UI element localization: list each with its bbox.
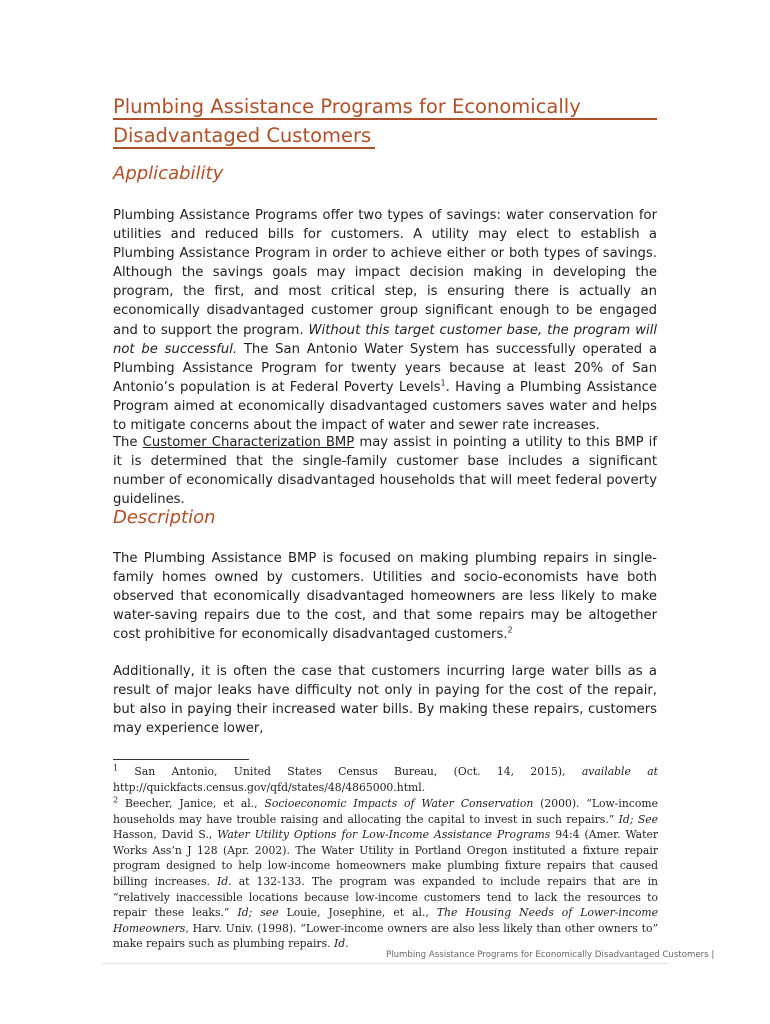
applicability-paragraph-1: Plumbing Assistance Programs offer two types of savings: water conservation for utilities and reduced bills for customers. A utility may elect to establish a Plumbing Assistance Program in order to achieve either or both types of savings. Although the savings goals may impact decision making in developing the program, the first, and most critical step, is ensuring there is actually an economically disadvantaged customer group significant enough to be engaged and to support the program. Without this target customer base, the program will not be successful. The San Antonio Water System has successfully operated a Plumbing Assistance Program for twenty years because at least 20% of San Antonio’s population is at Federal Poverty Levels$^1$. Having a Plumbing Assistance Program aimed at economically disadvantaged customers saves water and helps to mitigate concerns about the impact of water and sewer rate increases. xyxy=(113,208,658,434)
footnote-ref-2[interactable]: 2 xyxy=(507,625,513,635)
footer-divider xyxy=(102,963,668,964)
description-paragraph-1: The Plumbing Assistance BMP is focused on making plumbing repairs in single-family homes owned by customers. Utilities and socio-economists have both observed that economically disadvantaged homeowners are less likely to make water-saving repairs due to the cost, and that some repairs may be altogether cost prohibitive for economically disadvantaged customers.$^2$ xyxy=(113,551,657,643)
footnote-separator xyxy=(113,759,249,760)
page-footer: Plumbing Assistance Programs for Economically Disadvantaged Customers | xyxy=(386,950,715,960)
description-heading: Description xyxy=(113,507,216,528)
footnote-1: $^1$ San Antonio, United States Census Bureau, (Oct. 14, 2015), available at http://quickfacts.census.gov/qfd/states/48/4865000.html. xyxy=(113,763,658,794)
page-title-line-2: Disadvantaged Customers xyxy=(113,124,372,147)
title-underline-2 xyxy=(113,147,375,149)
title-underline-1 xyxy=(113,118,657,120)
description-paragraph-2: Additionally, it is often the case that customers incurring large water bills as a result of major leaks have difficulty not only in paying for the cost of the repair, but also in paying their increased water bills. By making these repairs, customers may experience lower, xyxy=(113,664,657,737)
footnote-ref-1[interactable]: 1 xyxy=(440,378,446,388)
footnote-2: $^2$ Beecher, Janice, et al., Socioeconomic Impacts of Water Conservation (2000). “Low-income households may have trouble raising and allocating the capital to invest in such repairs.” Id; See Hasson, David S., Water Utility Options for Low-Income Assistance Programs 94:4 (Amer. Water Works Ass’n J 128 (Apr. 2002). The Water Utility in Portland Oregon instituted a fixture repair program designed to help low-income homeowners make plumbing fixture repairs that caused billing increases. Id. at 132-133. The program was expanded to include repairs that are in “relatively inaccessible locations because low-income customers tend to lack the resources to repair these leaks.” Id; see Louie, Josephine, et al., The Housing Needs of Lower-income Homeowners, Harv. Univ. (1998). “Lower-income owners are also less likely than other owners to” make repairs such as plumbing repairs. Id. xyxy=(113,795,659,951)
applicability-paragraph-2: The Customer Characterization BMP may assist in pointing a utility to this BMP if it is determined that the single-family customer base includes a significant number of economically disadvantaged households that will meet federal poverty guidelines. xyxy=(113,435,657,508)
customer-characterization-bmp-link[interactable]: Customer Characterization BMP xyxy=(142,435,355,450)
applicability-heading: Applicability xyxy=(113,163,224,184)
page-title xyxy=(113,92,663,150)
page-title-line-1: Plumbing Assistance Programs for Economically xyxy=(113,95,581,118)
